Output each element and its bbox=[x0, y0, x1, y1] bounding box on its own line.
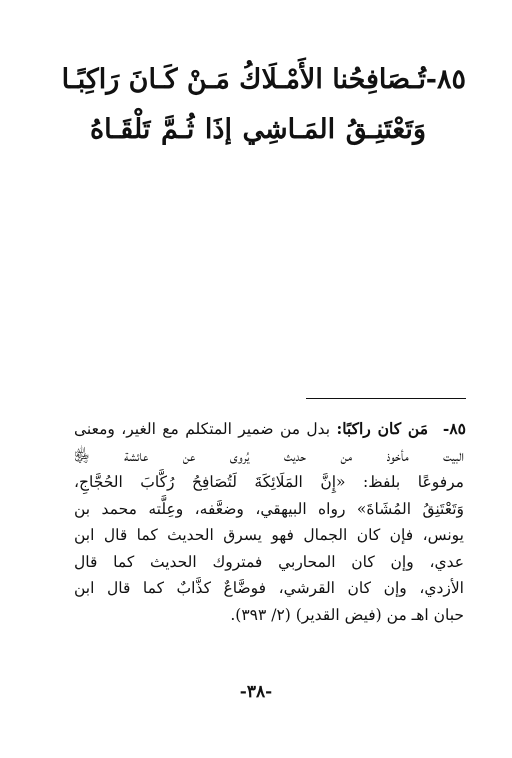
footnote-number: ٨٥- bbox=[442, 419, 466, 438]
footnote-line-4: وَتَعْتَنِقُ المُشَاةَ» رواه البيهقي، وضعَّفه، وعِلَّته محمد بن bbox=[74, 499, 464, 518]
footnote-line-2: البيت مأخوذ من حديث يُروى عن عائشة ﵂ bbox=[74, 446, 464, 465]
footnote-line-1 bbox=[74, 416, 464, 443]
poem-line-second-hemistich: وَتَعْتَنِـقُ المَـاشِي إذَا ثُـمَّ تَلْقَـاهُ bbox=[90, 114, 426, 145]
footnote-divider bbox=[306, 398, 466, 399]
footnote-line-1-text: بدل من ضمير المتكلم مع الغير، ومعنى bbox=[74, 420, 331, 438]
footnote-body bbox=[74, 416, 464, 628]
verse-number: ٨٥- bbox=[425, 64, 466, 95]
footnote-line-3: مرفوعًا بلفظ: «إِنَّ المَلَائِكَةَ لَتُصَافِحُ رُكَّابَ الحُجَّاجِ، bbox=[74, 473, 464, 491]
footnote-line-5: يونس، فإن كان الجمال فهو يسرق الحديث كما قال ابن bbox=[74, 526, 464, 544]
page-number: -٣٨- bbox=[239, 682, 273, 702]
footnote-line-6: عدي، وإن كان المحاربي فمتروك الحديث كما قال bbox=[74, 552, 464, 571]
footnote-label: مَن كان راكبًا: bbox=[336, 419, 428, 438]
footnote-line-8: حبان اهـ من (فيض القدير) (٢/ ٣٩٣). bbox=[230, 605, 464, 624]
poem-line-first-hemistich: تُـصَافِحُنا الأَمْـلَاكُ مَـنْ كَـانَ رَاكِبًـا bbox=[61, 64, 426, 95]
footnote-line-7: الأزدي، وإن كان القرشي، فوضَّاعٌ كذَّابٌ كما قال ابن bbox=[74, 579, 464, 597]
